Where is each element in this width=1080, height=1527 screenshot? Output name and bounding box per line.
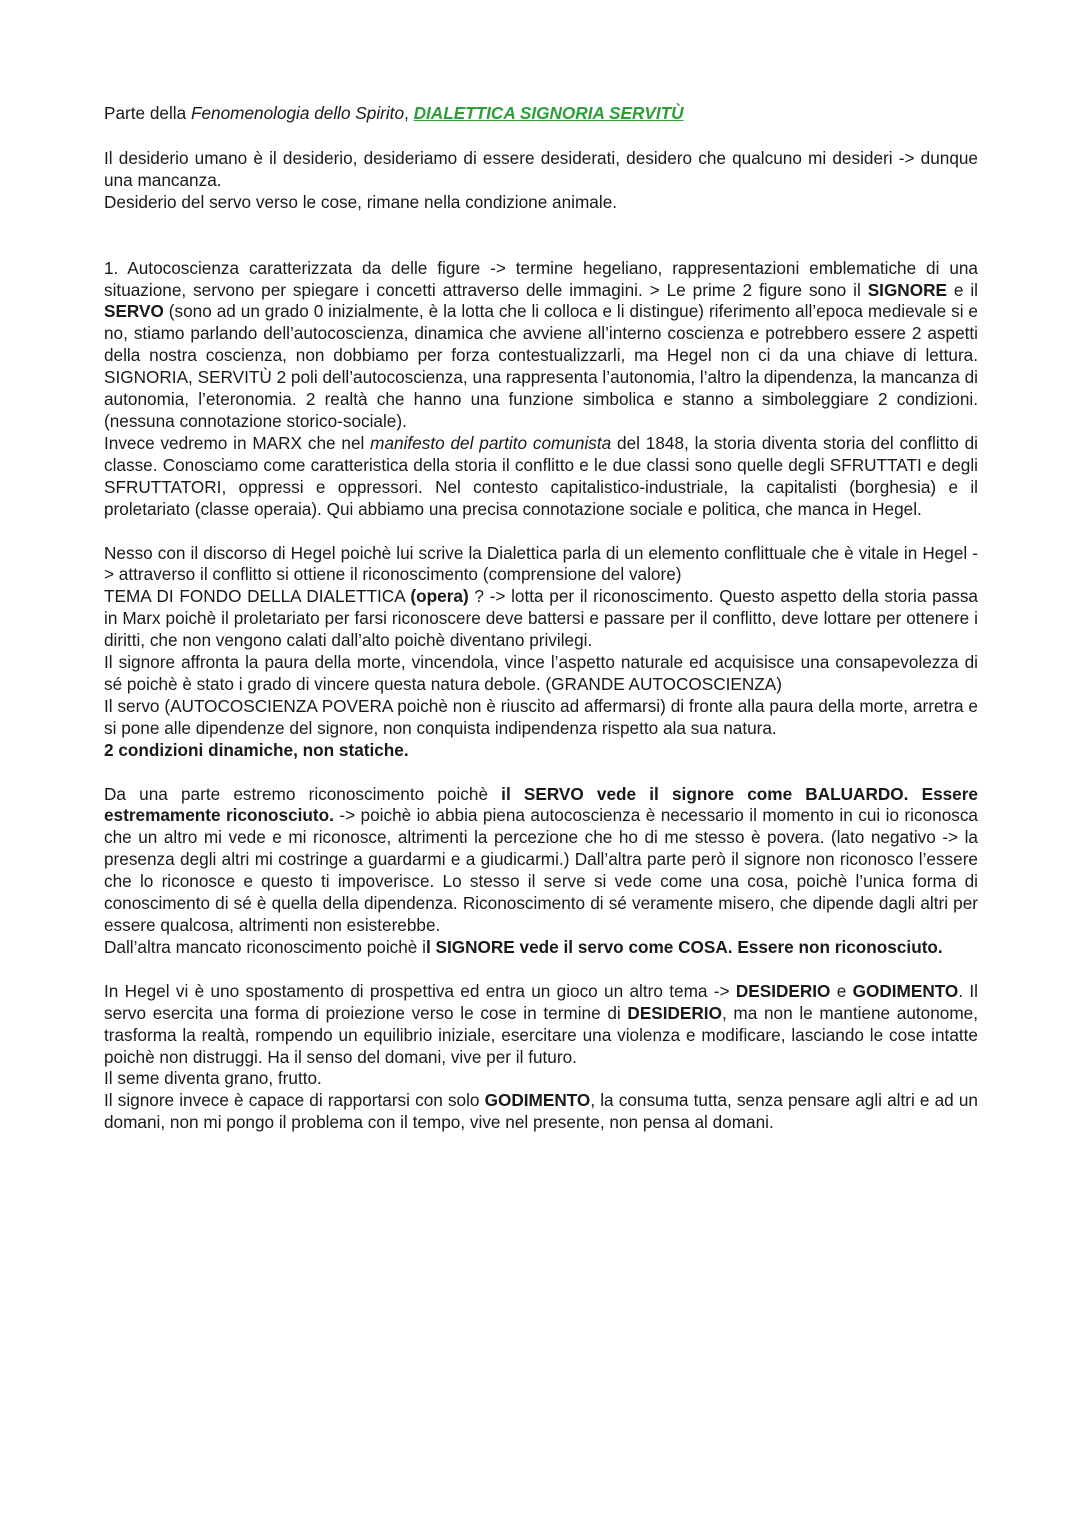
section3-paragraph-1: Da una parte estremo riconoscimento poichè il SERVO vede il signore come BALUARDO. Essere estremamente riconosciuto. -> poichè io abbia piena autocoscienza è necessario il momento in cui io riconosca che un altro mi vede e mi riconosce, altrimenti la percezione che ho di me stesso è povera. (lato negativo -> la presenza degli altri mi costringe a guardarmi e a giudicarmi.) Dall’altra parte però il signore non riconosco l’essere che lo riconosce e questo ti impoverisce. Lo stesso il serve si vede come una cosa, poichè l’unica forma di conoscimento di sé è quella della dipendenza. Riconoscimento di sé veramente misero, che dipende dagli altri per essere qualcosa, altrimenti non esisterebbe.	[104, 783, 978, 935]
section2-paragraph-3: Il signore affronta la paura della morte, vincendola, vince l’aspetto naturale ed acquisisce una consapevolezza di sé poichè è stato i grado di vincere questa natura debole. (GRANDE AUTOCOSCIENZA)	[104, 652, 978, 694]
spacer	[104, 959, 978, 981]
section4-paragraph-2: Il seme diventa grano, frutto.	[104, 1068, 322, 1089]
section3-paragraph-2: Dall’altra mancato riconoscimento poichè il SIGNORE vede il servo come COSA. Essere non riconosciuto.	[104, 936, 943, 957]
intro-paragraph-1: Il desiderio umano è il desiderio, desideriamo di essere desiderati, desidero che qualcuno mi desideri -> dunque una mancanza.	[104, 147, 978, 190]
section1-paragraph-2: Invece vedremo in MARX che nel manifesto del partito comunista del 1848, la storia diventa storia del conflitto di classe. Conosciamo come caratteristica della storia il conflitto e le due classi sono quelle degli SFRUTTATI e degli SFRUTTATORI, oppressi e oppressori. Nel contesto capitalistico-industriale, la capitalisti (borghesia) e il proletariato (classe operaia). Qui abbiamo una precisa connotazione sociale e politica, che manca in Hegel.	[104, 432, 978, 519]
section4-paragraph-1: In Hegel vi è uno spostamento di prospettiva ed entra un gioco un altro tema -> DESIDERIO e GODIMENTO. Il servo esercita una forma di proiezione verso le cose in termine di DESIDERIO, ma non le mantiene autonome, trasforma la realtà, rompendo un equilibrio iniziale, esercitare una violenza e modificare, lasciando le cose intatte poichè non distruggi. Ha il senso del domani, vive per il futuro.	[104, 980, 978, 1067]
document-title: Parte della Fenomenologia dello Spirito, DIALETTICA SIGNORIA SERVITÙ	[104, 103, 684, 123]
work-title: Fenomenologia dello Spirito	[190, 103, 405, 123]
spacer	[104, 762, 978, 784]
section2-paragraph-5: 2 condizioni dinamiche, non statiche.	[104, 739, 409, 760]
spacer	[104, 521, 978, 543]
section2-paragraph-2: TEMA DI FONDO DELLA DIALETTICA (opera) ? -> lotta per il riconoscimento. Questo aspetto della storia passa in Marx poichè il proletariato per farsi riconoscere deve battersi e passare per il conflitto, deve lottare per ottenere i diritti, che non vengono calati dall’alto poichè diventano privilegi.	[104, 586, 978, 651]
section2-paragraph-4: Il servo (AUTOCOSCIENZA POVERA poichè non è riuscito ad affermarsi) di fronte alla paura della morte, arretra e si pone alle dipendenze del signore, non conquista indipendenza rispetto ala sua natura.	[104, 695, 978, 738]
document-page	[104, 103, 978, 1134]
intro-paragraph-2: Desiderio del servo verso le cose, rimane nella condizione animale.	[104, 191, 618, 212]
spacer	[104, 214, 978, 258]
section1-paragraph-1: 1. Autocoscienza caratterizzata da delle figure -> termine hegeliano, rappresentazioni emblematiche di una situazione, servono per spiegare i concetti attraverso delle immagini. > Le prime 2 figure sono il SIGNORE e il SERVO (sono ad un grado 0 inizialmente, è la lotta che li colloca e li distingue) riferimento all’epoca medievale si e no, stiamo parlando dell’autocoscienza, dinamica che avviene all’interno coscienza e potrebbero essere 2 aspetti della nostra coscienza, non dobbiamo per forza contestualizzarli, ma Hegel non ci da una chiave di lettura. SIGNORIA, SERVITÙ 2 poli dell’autocoscienza, una rappresenta l’autonomia, l’altro la dipendenza, la mancanza di autonomia, l’eteronomia. 2 realtà che hanno una funzione simbolica e stanno a simboleggiare 2 condizioni. (nessuna connotazione storico-sociale).	[104, 257, 979, 431]
section2-paragraph-1: Nesso con il discorso di Hegel poichè lui scrive la Dialettica parla di un elemento conflittuale che è vitale in Hegel -> attraverso il conflitto si ottiene il riconoscimento (comprensione del valore)	[104, 542, 978, 585]
title-highlight: DIALETTICA SIGNORIA SERVITÙ	[413, 103, 684, 123]
section4-paragraph-3: Il signore invece è capace di rapportarsi con solo GODIMENTO, la consuma tutta, senza pensare agli altri e ad un domani, non mi pongo il problema con il tempo, vive nel presente, non pensa al domani.	[104, 1090, 978, 1133]
